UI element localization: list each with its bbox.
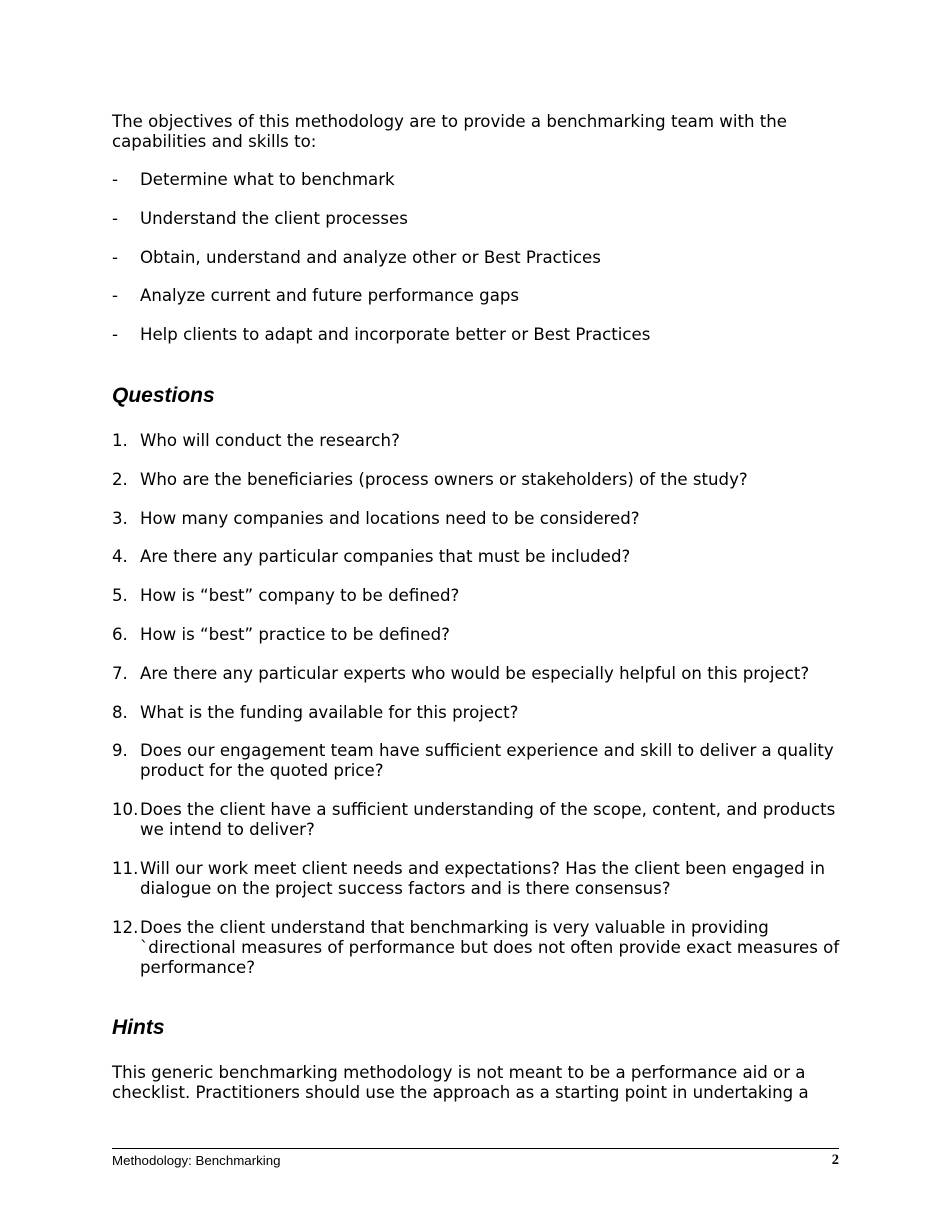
number-marker: 5. — [112, 586, 128, 606]
list-item-text: What is the funding available for this project? — [140, 702, 519, 722]
list-item-text: Understand the client processes — [140, 208, 408, 228]
objectives-list — [112, 170, 847, 364]
list-item — [112, 741, 847, 781]
list-item — [112, 509, 847, 529]
list-item — [112, 431, 847, 451]
hints-heading: Hints — [112, 1016, 165, 1039]
number-marker: 2. — [112, 469, 128, 489]
hints-paragraph: This generic benchmarking methodology is not meant to be a performance aid or a checklist. Practitioners should use the approach as a starting point in undertaking a — [112, 1063, 809, 1102]
bullet-marker: - — [112, 208, 118, 228]
list-item — [112, 248, 847, 268]
list-item — [112, 918, 847, 978]
list-item-text: How many companies and locations need to be considered? — [140, 508, 640, 528]
number-marker: 11. — [112, 858, 139, 878]
list-item — [112, 170, 847, 190]
list-item — [112, 286, 847, 306]
list-item — [112, 209, 847, 229]
list-item-text: Who are the beneficiaries (process owners or stakeholders) of the study? — [140, 469, 748, 489]
list-item — [112, 625, 847, 645]
list-item — [112, 470, 847, 490]
list-item-text: Analyze current and future performance gaps — [140, 286, 520, 306]
number-marker: 6. — [112, 624, 128, 644]
list-item — [112, 859, 847, 899]
list-item — [112, 547, 847, 567]
number-marker: 1. — [112, 431, 128, 450]
questions-list — [112, 431, 847, 997]
list-item-text: Determine what to benchmark — [140, 170, 395, 189]
number-marker: 9. — [112, 741, 128, 761]
list-item-text: Will our work meet client needs and expectations? Has the client been engaged in dialogue on the project success factors and is there consensus? — [140, 858, 826, 898]
list-item-text: Does the client understand that benchmarking is very valuable in providing `directional measures of performance but does not often provide exact measures of performance? — [140, 917, 840, 977]
number-marker: 10. — [112, 800, 139, 820]
number-marker: 8. — [112, 702, 128, 722]
bullet-marker: - — [112, 325, 118, 345]
list-item-text: Are there any particular experts who would be especially helpful on this project? — [140, 663, 810, 683]
intro-paragraph: The objectives of this methodology are to provide a benchmarking team with the capabilities and skills to: — [112, 112, 787, 151]
footer-divider — [112, 1148, 839, 1149]
list-item-text: Does our engagement team have sufficient experience and skill to deliver a quality product for the quoted price? — [140, 741, 834, 781]
list-item-text: Help clients to adapt and incorporate better or Best Practices — [140, 325, 651, 345]
footer-title: Methodology: Benchmarking — [112, 1153, 281, 1168]
list-item — [112, 325, 847, 345]
list-item-text: How is “best” company to be defined? — [140, 586, 460, 606]
list-item — [112, 800, 847, 840]
list-item — [112, 586, 847, 606]
list-item — [112, 703, 847, 723]
list-item-text: Does the client have a sufficient understanding of the scope, content, and products we intend to deliver? — [140, 800, 836, 840]
page-number: 2 — [831, 1152, 839, 1168]
list-item-text: How is “best” practice to be defined? — [140, 624, 450, 644]
bullet-marker: - — [112, 286, 118, 306]
number-marker: 4. — [112, 547, 128, 567]
questions-heading: Questions — [112, 384, 215, 407]
list-item-text: Obtain, understand and analyze other or Best Practices — [140, 247, 601, 267]
list-item-text: Are there any particular companies that must be included? — [140, 547, 631, 567]
list-item-text: Who will conduct the research? — [140, 431, 400, 450]
number-marker: 7. — [112, 663, 128, 683]
bullet-marker: - — [112, 247, 118, 267]
list-item — [112, 664, 847, 684]
bullet-marker: - — [112, 170, 118, 189]
number-marker: 3. — [112, 508, 128, 528]
number-marker: 12. — [112, 917, 139, 937]
